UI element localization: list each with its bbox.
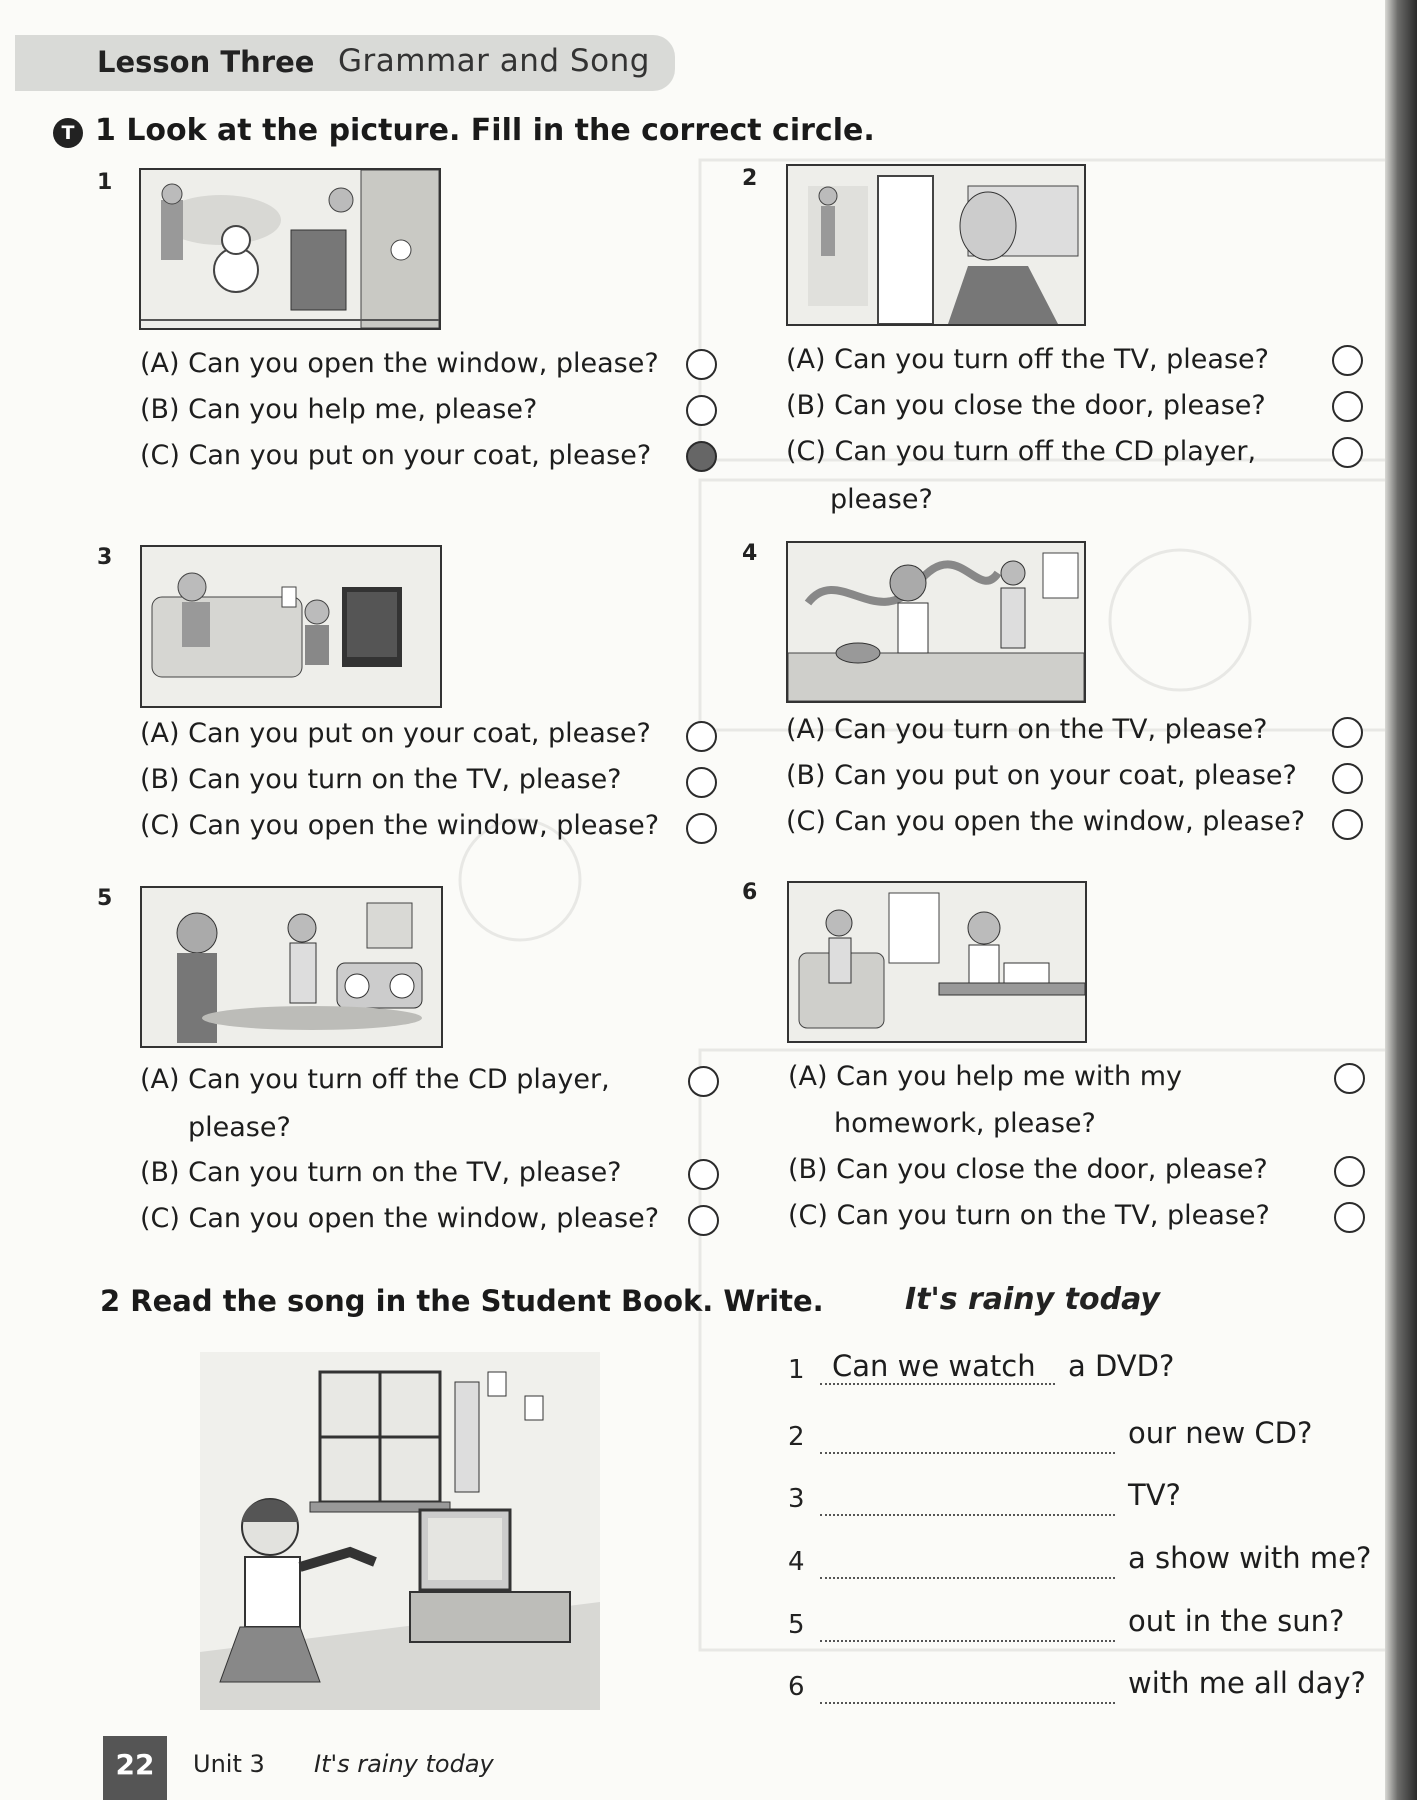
answer-circle-b[interactable] xyxy=(686,395,717,426)
activity2-title: 2 Read the song in the Student Book. Write. xyxy=(100,1284,824,1318)
line-text: our new CD? xyxy=(1128,1416,1313,1450)
item-number: 4 xyxy=(742,541,758,566)
answer-circle-c[interactable] xyxy=(1332,809,1363,840)
option-text-continued: please? xyxy=(188,1112,291,1143)
line-number: 3 xyxy=(788,1484,805,1514)
answer-circle-c[interactable] xyxy=(688,1205,719,1236)
item-number: 6 xyxy=(742,880,758,905)
answer-circle-b[interactable] xyxy=(1332,391,1363,422)
option-text: (A) Can you put on your coat, please? xyxy=(140,718,651,749)
line-number: 1 xyxy=(788,1355,805,1385)
option-text: (C) Can you put on your coat, please? xyxy=(140,440,652,471)
picture-snowman-coat xyxy=(139,168,441,330)
line-number: 2 xyxy=(788,1422,805,1452)
item-number: 3 xyxy=(97,545,113,570)
picture-loud-cd-player xyxy=(140,886,443,1048)
picture-smoky-kitchen xyxy=(786,541,1086,703)
picture-door-cold xyxy=(786,164,1086,326)
line-text: out in the sun? xyxy=(1128,1604,1345,1638)
option-text: (A) Can you open the window, please? xyxy=(140,348,659,379)
item-number: 2 xyxy=(742,166,758,191)
answer-circle-b[interactable] xyxy=(1332,763,1363,794)
answer-circle-a[interactable] xyxy=(688,1066,719,1097)
option-text: (C) Can you turn on the TV, please? xyxy=(788,1200,1270,1231)
option-text-continued: please? xyxy=(830,484,933,515)
option-text: (B) Can you put on your coat, please? xyxy=(786,760,1297,791)
option-text: (C) Can you turn off the CD player, xyxy=(786,436,1257,467)
line-number: 4 xyxy=(788,1547,805,1577)
line-text: TV? xyxy=(1128,1478,1181,1512)
option-text: (A) Can you turn off the TV, please? xyxy=(786,344,1269,375)
option-text: (B) Can you turn on the TV, please? xyxy=(140,764,622,795)
option-text: (B) Can you close the door, please? xyxy=(786,390,1266,421)
footer-unit: Unit 3 xyxy=(193,1750,265,1778)
answer-circle-b[interactable] xyxy=(686,767,717,798)
option-text: (B) Can you turn on the TV, please? xyxy=(140,1157,622,1188)
answer-circle-a[interactable] xyxy=(1334,1063,1365,1094)
option-text: (A) Can you turn on the TV, please? xyxy=(786,714,1268,745)
lesson-topic: Grammar and Song xyxy=(338,43,650,79)
track-icon: T xyxy=(53,118,83,148)
item-number: 1 xyxy=(97,170,113,195)
activity1-title: 1 Look at the picture. Fill in the correct circle. xyxy=(95,113,875,148)
line-number: 6 xyxy=(788,1672,805,1702)
answer-circle-b[interactable] xyxy=(1334,1156,1365,1187)
answer-circle-c-filled[interactable] xyxy=(686,441,717,472)
answer-line[interactable] xyxy=(820,1452,1115,1454)
answer-circle-a[interactable] xyxy=(686,721,717,752)
option-text: (C) Can you open the window, please? xyxy=(140,810,660,841)
answer-circle-a[interactable] xyxy=(1332,717,1363,748)
picture-boy-tv-room xyxy=(200,1352,600,1710)
option-text: (A) Can you turn off the CD player, xyxy=(140,1064,610,1095)
picture-living-room-tv xyxy=(140,545,442,708)
picture-homework-help xyxy=(787,881,1087,1043)
page-spine-shadow xyxy=(1385,0,1417,1800)
option-text: (C) Can you open the window, please? xyxy=(140,1203,660,1234)
answer-line[interactable] xyxy=(820,1640,1115,1642)
song-title: It's rainy today xyxy=(905,1282,1160,1317)
item-number: 5 xyxy=(97,886,113,911)
answer-line[interactable] xyxy=(820,1383,1055,1385)
answer-circle-c[interactable] xyxy=(1332,437,1363,468)
answer-line[interactable] xyxy=(820,1577,1115,1579)
page-number: 22 xyxy=(103,1736,167,1800)
answer-circle-a[interactable] xyxy=(1332,345,1363,376)
answer-circle-c[interactable] xyxy=(686,813,717,844)
answer-line[interactable] xyxy=(820,1702,1115,1704)
option-text: (B) Can you help me, please? xyxy=(140,394,538,425)
line-text: a DVD? xyxy=(1068,1349,1175,1383)
option-text-continued: homework, please? xyxy=(834,1108,1096,1139)
option-text: (A) Can you help me with my xyxy=(788,1061,1182,1092)
line-text: with me all day? xyxy=(1128,1666,1366,1700)
line-number: 5 xyxy=(788,1610,805,1640)
lesson-number: Lesson Three xyxy=(97,45,315,79)
option-text: (C) Can you open the window, please? xyxy=(786,806,1306,837)
answer-circle-a[interactable] xyxy=(686,349,717,380)
line-text: a show with me? xyxy=(1128,1541,1372,1575)
example-answer: Can we watch xyxy=(832,1349,1036,1383)
answer-circle-c[interactable] xyxy=(1334,1202,1365,1233)
option-text: (B) Can you close the door, please? xyxy=(788,1154,1268,1185)
answer-line[interactable] xyxy=(820,1514,1115,1516)
footer-unit-title: It's rainy today xyxy=(314,1750,494,1778)
answer-circle-b[interactable] xyxy=(688,1159,719,1190)
